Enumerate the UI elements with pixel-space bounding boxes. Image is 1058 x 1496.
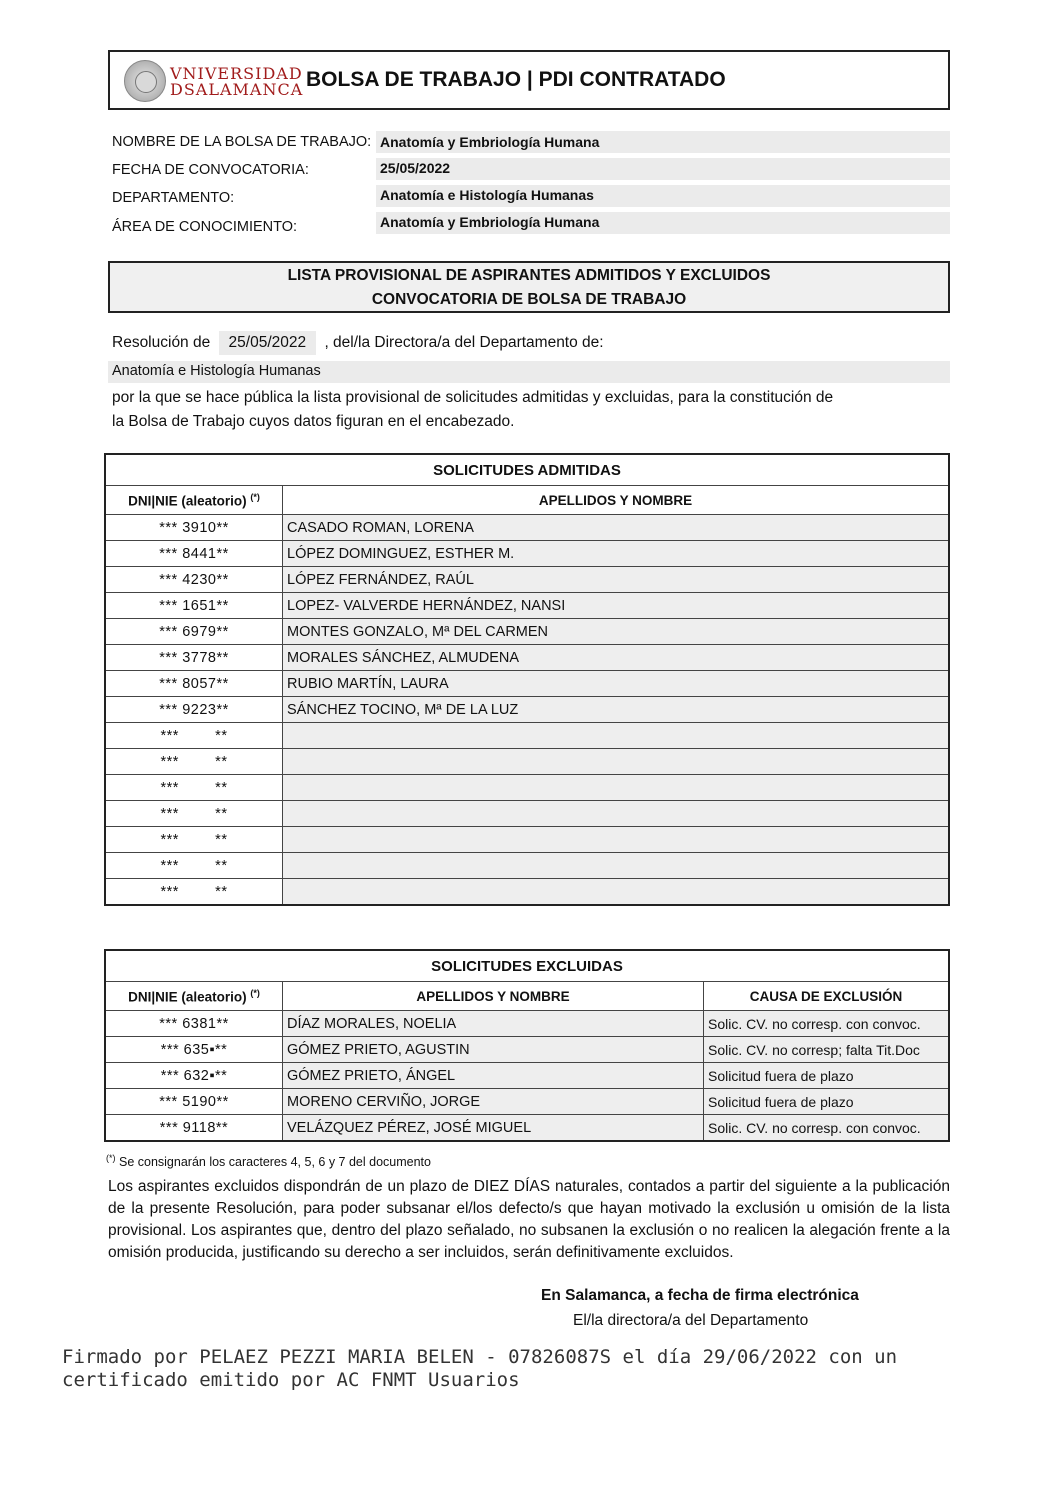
name-cell (283, 749, 950, 775)
name-cell: GÓMEZ PRIETO, AGUSTIN (283, 1037, 704, 1063)
dni-cell: *** ** (105, 749, 283, 775)
dni-cell: *** ** (105, 775, 283, 801)
dni-cell: *** 1651** (105, 593, 283, 619)
dni-cell: *** ** (105, 801, 283, 827)
name-cell: DÍAZ MORALES, NOELIA (283, 1011, 704, 1037)
departamento-label: DEPARTAMENTO: (112, 190, 235, 206)
name-cell: SÁNCHEZ TOCINO, Mª DE LA LUZ (283, 697, 950, 723)
table-row (105, 1063, 949, 1089)
name-cell: LÓPEZ DOMINGUEZ, ESTHER M. (283, 541, 950, 567)
excluded-table-title: SOLICITUDES EXCLUIDAS (105, 950, 949, 982)
name-cell: MORENO CERVIÑO, JORGE (283, 1089, 704, 1115)
section-title-line-1: LISTA PROVISIONAL DE ASPIRANTES ADMITIDOS Y EXCLUIDOS (287, 267, 771, 284)
admitted-col-dni (105, 486, 283, 515)
name-cell: LÓPEZ FERNÁNDEZ, RAÚL (283, 567, 950, 593)
cause-cell: Solicitud fuera de plazo (704, 1063, 950, 1089)
admitted-col-dni-label: DNI|NIE (aleatorio) (128, 493, 247, 509)
table-row (105, 879, 949, 906)
dni-cell: *** 9118** (105, 1115, 283, 1142)
table-row (105, 1089, 949, 1115)
resolution-date: 25/05/2022 (219, 331, 317, 355)
dni-cell: *** 3778** (105, 645, 283, 671)
resolution-prefix: Resolución de (112, 334, 211, 351)
table-row (105, 671, 949, 697)
table-row (105, 541, 949, 567)
table-row (105, 827, 949, 853)
fecha-label: FECHA DE CONVOCATORIA: (112, 162, 309, 178)
table-row (105, 619, 949, 645)
bolsa-label: NOMBRE DE LA BOLSA DE TRABAJO: (112, 134, 372, 150)
name-cell: RUBIO MARTÍN, LAURA (283, 671, 950, 697)
table-row (105, 1115, 949, 1142)
name-cell: GÓMEZ PRIETO, ÁNGEL (283, 1063, 704, 1089)
dni-cell: *** 632▪** (105, 1063, 283, 1089)
closing-place-date: En Salamanca, a fecha de firma electrónica (541, 1287, 859, 1304)
table-row (105, 645, 949, 671)
admitted-table (104, 453, 950, 906)
dni-cell: *** ** (105, 827, 283, 853)
section-title-box (108, 261, 950, 313)
dni-cell: *** ** (105, 723, 283, 749)
admitted-col-name: APELLIDOS Y NOMBRE (283, 486, 950, 515)
resolution-text-1: por la que se hace pública la lista provisional de solicitudes admitidas y excluidas, para la constitución de (112, 389, 834, 406)
electronic-signature (62, 1346, 897, 1392)
name-cell (283, 723, 950, 749)
cause-cell: Solic. CV. no corresp. con convoc. (704, 1115, 950, 1142)
table-row (105, 593, 949, 619)
page-title: BOLSA DE TRABAJO | PDI CONTRATADO (306, 68, 726, 91)
name-cell (283, 879, 950, 906)
excluded-col-dni-mark: (*) (250, 987, 260, 998)
resolution-department: Anatomía e Histología Humanas (112, 363, 321, 379)
resolution-line (112, 331, 604, 355)
name-cell (283, 827, 950, 853)
cause-cell: Solic. CV. no corresp. con convoc. (704, 1011, 950, 1037)
excluded-rows (105, 1011, 949, 1142)
dni-cell: *** 6381** (105, 1011, 283, 1037)
table-row (105, 801, 949, 827)
section-title-line-2: CONVOCATORIA DE BOLSA DE TRABAJO (371, 291, 687, 308)
area-label: ÁREA DE CONOCIMIENTO: (112, 219, 298, 235)
departamento-value: Anatomía e Histología Humanas (380, 187, 594, 203)
name-cell: MONTES GONZALO, Mª DEL CARMEN (283, 619, 950, 645)
table-row (105, 515, 949, 541)
cause-cell: Solicitud fuera de plazo (704, 1089, 950, 1115)
footnote-mark: (*) (106, 1153, 116, 1163)
bolsa-value: Anatomía y Embriología Humana (380, 134, 600, 150)
excluded-col-name: APELLIDOS Y NOMBRE (283, 982, 704, 1011)
cause-cell: Solic. CV. no corresp; falta Tit.Doc (704, 1037, 950, 1063)
dni-cell: *** ** (105, 879, 283, 906)
area-value: Anatomía y Embriología Humana (380, 214, 600, 230)
dni-cell: *** 8441** (105, 541, 283, 567)
table-row (105, 853, 949, 879)
info-shade-2 (376, 158, 950, 180)
excluded-col-dni (105, 982, 283, 1011)
table-row (105, 723, 949, 749)
fecha-value: 25/05/2022 (380, 160, 451, 176)
dni-cell: *** ** (105, 853, 283, 879)
dni-cell: *** 5190** (105, 1089, 283, 1115)
table-row (105, 749, 949, 775)
name-cell: CASADO ROMAN, LORENA (283, 515, 950, 541)
university-logo (118, 56, 304, 106)
admitted-rows (105, 515, 949, 906)
dni-cell: *** 6979** (105, 619, 283, 645)
excluded-col-cause: CAUSA DE EXCLUSIÓN (704, 982, 950, 1011)
table-row (105, 567, 949, 593)
dni-cell: *** 4230** (105, 567, 283, 593)
admitted-col-dni-mark: (*) (250, 491, 260, 502)
resolution-text-2: la Bolsa de Trabajo cuyos datos figuran en el encabezado. (112, 413, 515, 430)
dni-cell: *** 635▪** (105, 1037, 283, 1063)
name-cell: MORALES SÁNCHEZ, ALMUDENA (283, 645, 950, 671)
admitted-table-title: SOLICITUDES ADMITIDAS (105, 454, 949, 486)
table-row (105, 775, 949, 801)
dni-cell: *** 9223** (105, 697, 283, 723)
name-cell (283, 801, 950, 827)
footnote (106, 1153, 431, 1169)
footnote-text: Se consignarán los caracteres 4, 5, 6 y 7 del documento (118, 1155, 431, 1170)
excluded-col-dni-label: DNI|NIE (aleatorio) (128, 989, 247, 1005)
logo-line-2: DSALAMANCA (170, 80, 304, 99)
name-cell: VELÁZQUEZ PÉREZ, JOSÉ MIGUEL (283, 1115, 704, 1142)
table-row (105, 697, 949, 723)
table-row (105, 1037, 949, 1063)
exclusion-notice: Los aspirantes excluidos dispondrán de un plazo de DIEZ DÍAS naturales, contados a partir del siguiente a la publicación de la presente Resolución, para poder subsanar el/los defecto/s que hayan motivado la exclusión u omisión de la lista provisional. Los aspirantes que, dentro del plazo señalado, no subsanen la exclusión o no realicen la alegación frente a la omisión producida, justificando su derecho a ser incluidos, serán definitivamente excluidos. (108, 1178, 950, 1261)
name-cell: LOPEZ- VALVERDE HERNÁNDEZ, NANSI (283, 593, 950, 619)
excluded-table (104, 949, 950, 1142)
closing-role: El/la directora/a del Departamento (573, 1312, 809, 1329)
logo-line-1: VNIVERSIDAD (170, 64, 303, 83)
signature-line-1: Firmado por PELAEZ PEZZI MARIA BELEN - 07826087S el día 29/06/2022 con un (62, 1346, 898, 1368)
resolution-suffix: , del/la Directora/a del Departamento de: (324, 334, 604, 351)
signature-line-2: certificado emitido por AC FNMT Usuarios (62, 1369, 520, 1391)
university-seal-icon (124, 60, 166, 102)
dni-cell: *** 3910** (105, 515, 283, 541)
header (108, 50, 950, 110)
name-cell (283, 775, 950, 801)
dni-cell: *** 8057** (105, 671, 283, 697)
name-cell (283, 853, 950, 879)
table-row (105, 1011, 949, 1037)
